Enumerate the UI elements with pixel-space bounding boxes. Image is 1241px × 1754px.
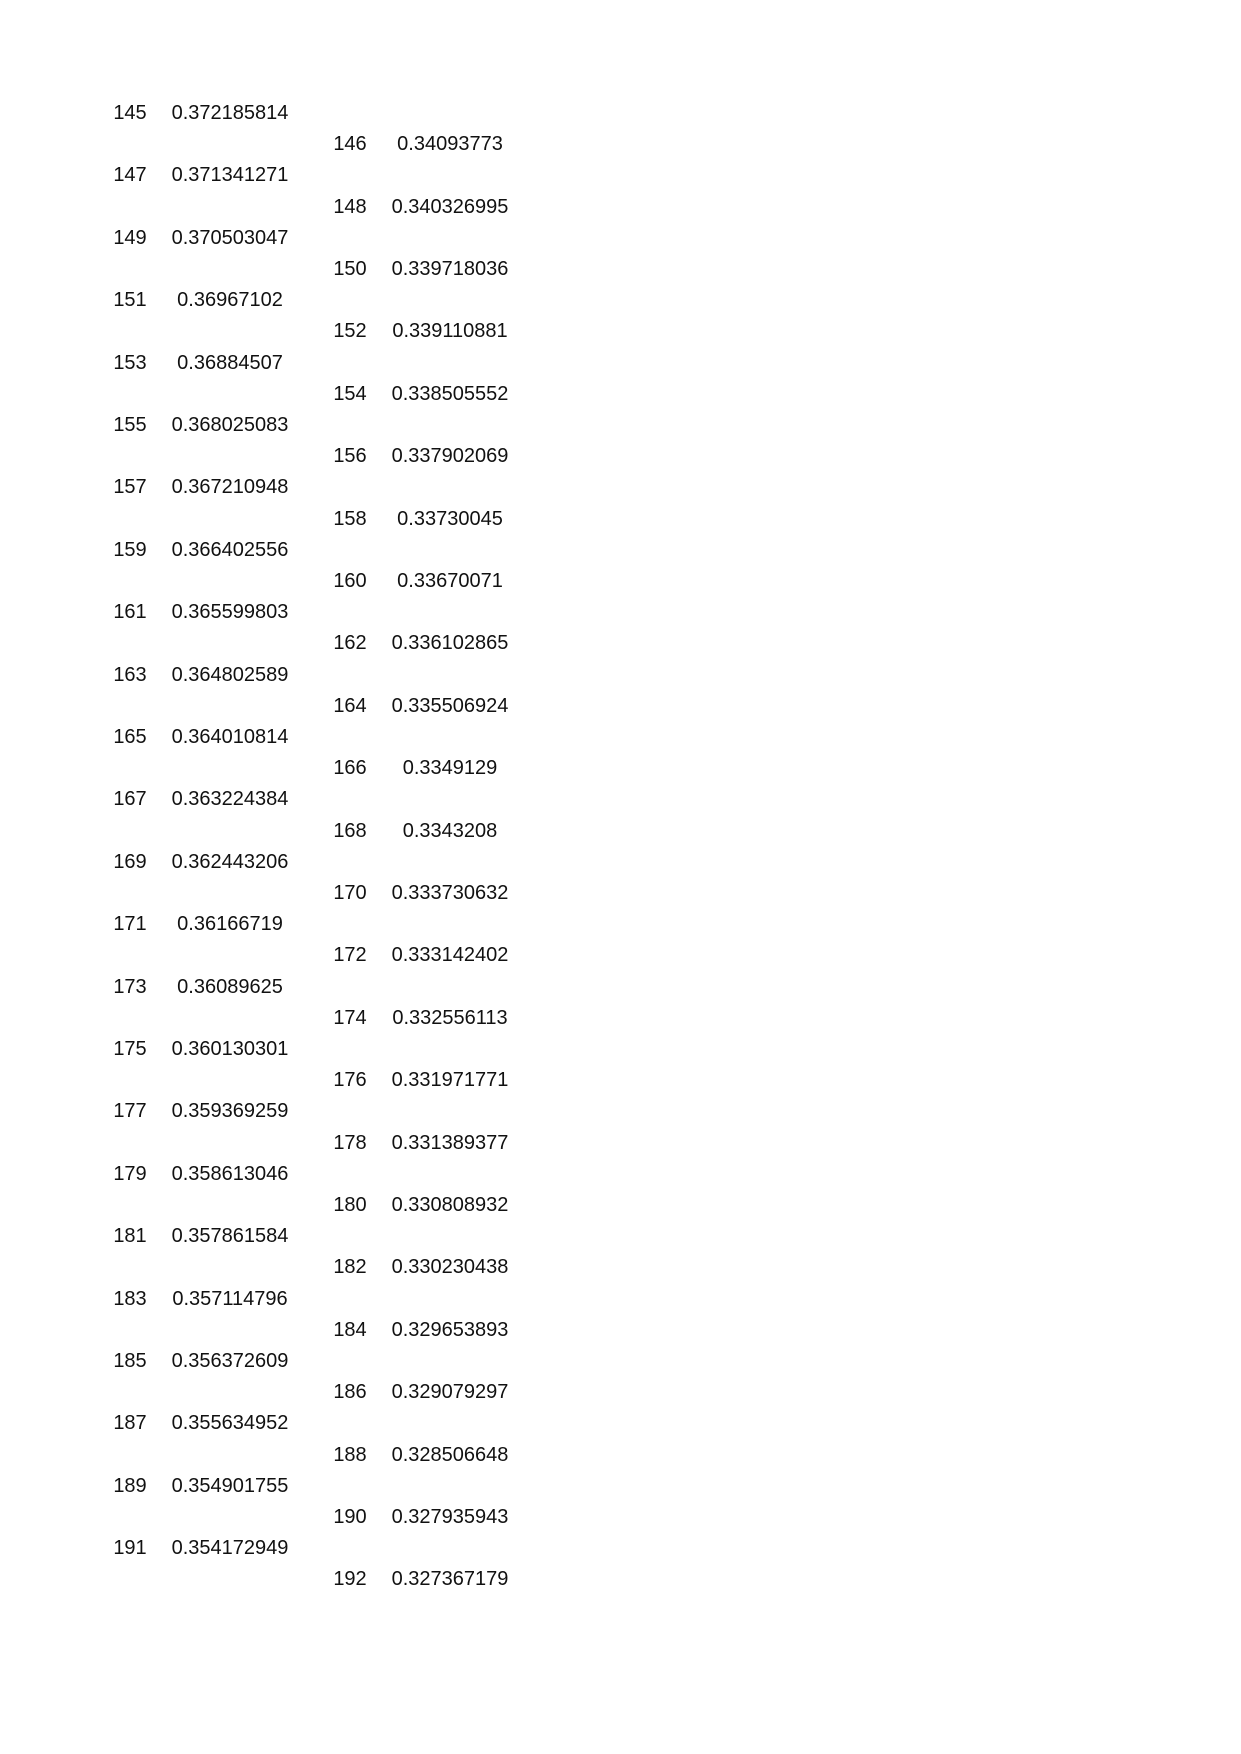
- row-index: 154: [333, 382, 367, 405]
- table-row: [320, 567, 540, 595]
- row-value: 0.36967102: [177, 289, 283, 312]
- row-value: 0.357114796: [172, 1287, 288, 1310]
- row-index: 159: [113, 538, 147, 561]
- row-value: 0.327367179: [391, 1568, 509, 1591]
- row-value: 0.328506648: [391, 1443, 509, 1466]
- row-value: 0.360130301: [171, 1038, 289, 1060]
- table-row: [100, 1409, 320, 1437]
- table-row: [320, 130, 540, 158]
- row-index: 169: [113, 850, 147, 873]
- table-row: [100, 1472, 320, 1500]
- row-value: 0.362443206: [171, 850, 289, 873]
- row-value: 0.355634952: [171, 1412, 289, 1435]
- row-index: 170: [333, 882, 367, 904]
- row-index: 190: [333, 1506, 367, 1528]
- table-row: [320, 941, 540, 969]
- table-row: [100, 1222, 320, 1250]
- row-index: 187: [113, 1412, 147, 1435]
- row-value: 0.363224384: [171, 788, 289, 811]
- table-row: [320, 193, 540, 221]
- row-index: 173: [113, 975, 147, 998]
- row-value: 0.36884507: [177, 351, 283, 374]
- row-index: 152: [333, 320, 367, 343]
- row-index: 164: [333, 694, 367, 717]
- row-index: 150: [333, 258, 367, 280]
- table-row: [320, 1191, 540, 1219]
- table-row: [320, 1129, 540, 1157]
- row-index: 160: [333, 570, 367, 592]
- row-value: 0.3349129: [402, 757, 498, 780]
- row-value: 0.339110881: [392, 320, 508, 343]
- row-value: 0.364802589: [171, 663, 289, 686]
- table-row: [320, 317, 540, 345]
- row-index: 167: [113, 788, 147, 811]
- row-index: 168: [333, 819, 367, 842]
- table-row: [100, 411, 320, 439]
- row-index: 151: [113, 289, 147, 312]
- row-value: 0.36166719: [177, 913, 283, 936]
- row-value: 0.338505552: [391, 382, 509, 405]
- row-index: 191: [113, 1537, 147, 1560]
- table-row: [100, 536, 320, 564]
- row-index: 184: [333, 1318, 367, 1341]
- row-value: 0.354172949: [171, 1537, 289, 1560]
- row-index: 145: [113, 102, 147, 124]
- row-value: 0.330808932: [391, 1194, 509, 1216]
- row-value: 0.332556113: [392, 1006, 508, 1029]
- table-row: [100, 973, 320, 1001]
- row-index: 175: [113, 1038, 147, 1060]
- table-row: [100, 1035, 320, 1063]
- row-value: 0.356372609: [171, 1350, 289, 1372]
- table-row: [320, 754, 540, 782]
- row-value: 0.3343208: [402, 819, 498, 842]
- table-row: [100, 723, 320, 751]
- table-row: [320, 380, 540, 408]
- table-row: [320, 1565, 540, 1593]
- row-value: 0.367210948: [171, 476, 289, 499]
- row-value: 0.357861584: [171, 1225, 289, 1248]
- row-index: 146: [333, 133, 367, 156]
- row-value: 0.335506924: [391, 694, 509, 717]
- row-value: 0.339718036: [391, 258, 509, 280]
- table-row: [100, 910, 320, 938]
- row-value: 0.359369259: [171, 1100, 289, 1123]
- row-value: 0.372185814: [171, 102, 289, 124]
- row-index: 165: [113, 726, 147, 748]
- table-row: [100, 598, 320, 626]
- row-index: 162: [333, 632, 367, 655]
- row-index: 161: [113, 601, 147, 624]
- row-index: 179: [113, 1162, 147, 1185]
- row-value: 0.33670071: [397, 570, 503, 592]
- row-index: 149: [113, 226, 147, 249]
- table-row: [320, 879, 540, 907]
- row-value: 0.358613046: [171, 1162, 289, 1185]
- row-value: 0.329079297: [391, 1381, 509, 1404]
- row-index: 186: [333, 1381, 367, 1404]
- row-value: 0.354901755: [171, 1474, 289, 1497]
- table-row: [320, 629, 540, 657]
- row-index: 185: [113, 1350, 147, 1372]
- row-index: 166: [333, 757, 367, 780]
- row-index: 158: [333, 507, 367, 530]
- row-value: 0.331971771: [391, 1069, 509, 1092]
- table-row: [100, 661, 320, 689]
- table-row: [320, 817, 540, 845]
- row-value: 0.370503047: [171, 226, 289, 249]
- table-row: [100, 1285, 320, 1313]
- table-row: [320, 692, 540, 720]
- row-index: 177: [113, 1100, 147, 1123]
- row-index: 176: [333, 1069, 367, 1092]
- table-row: [100, 1097, 320, 1125]
- row-value: 0.330230438: [391, 1256, 509, 1279]
- row-index: 163: [113, 663, 147, 686]
- table-row: [100, 1534, 320, 1562]
- row-index: 192: [333, 1568, 367, 1591]
- row-index: 155: [113, 414, 147, 436]
- row-index: 153: [113, 351, 147, 374]
- row-value: 0.365599803: [171, 601, 289, 624]
- row-index: 174: [333, 1006, 367, 1029]
- row-value: 0.336102865: [391, 632, 509, 655]
- row-value: 0.337902069: [391, 445, 509, 468]
- row-value: 0.340326995: [391, 195, 509, 218]
- row-value: 0.364010814: [171, 726, 289, 748]
- row-value: 0.333730632: [391, 882, 509, 904]
- table-row: [320, 1441, 540, 1469]
- row-index: 183: [113, 1287, 147, 1310]
- row-value: 0.371341271: [171, 164, 289, 187]
- table-row: [320, 1378, 540, 1406]
- table-row: [100, 1347, 320, 1375]
- row-index: 181: [113, 1225, 147, 1248]
- row-index: 172: [333, 944, 367, 967]
- table-row: [100, 785, 320, 813]
- row-index: 180: [333, 1194, 367, 1216]
- table-row: [320, 442, 540, 470]
- table-row: [100, 224, 320, 252]
- row-value: 0.36089625: [177, 975, 283, 998]
- row-index: 156: [333, 445, 367, 468]
- table-row: [320, 505, 540, 533]
- row-value: 0.33730045: [397, 507, 503, 530]
- row-value: 0.327935943: [391, 1506, 509, 1528]
- row-value: 0.329653893: [391, 1318, 509, 1341]
- table-row: [100, 848, 320, 876]
- row-value: 0.331389377: [391, 1131, 509, 1154]
- table-row: [100, 286, 320, 314]
- row-index: 147: [113, 164, 147, 187]
- table-row: [320, 255, 540, 283]
- table-row: [320, 1253, 540, 1281]
- table-row: [320, 1066, 540, 1094]
- table-row: [320, 1503, 540, 1531]
- table-row: [320, 1004, 540, 1032]
- table-row: [100, 99, 320, 127]
- row-index: 189: [113, 1474, 147, 1497]
- row-index: 178: [333, 1131, 367, 1154]
- table-row: [100, 1160, 320, 1188]
- table-row: [320, 1316, 540, 1344]
- row-value: 0.366402556: [171, 538, 289, 561]
- row-index: 182: [333, 1256, 367, 1279]
- row-value: 0.333142402: [391, 944, 509, 967]
- row-value: 0.34093773: [397, 133, 503, 156]
- row-index: 157: [113, 476, 147, 499]
- table-row: [100, 161, 320, 189]
- row-value: 0.368025083: [171, 414, 289, 436]
- table-row: [100, 349, 320, 377]
- row-index: 148: [333, 195, 367, 218]
- row-index: 171: [113, 913, 147, 936]
- row-index: 188: [333, 1443, 367, 1466]
- table-row: [100, 473, 320, 501]
